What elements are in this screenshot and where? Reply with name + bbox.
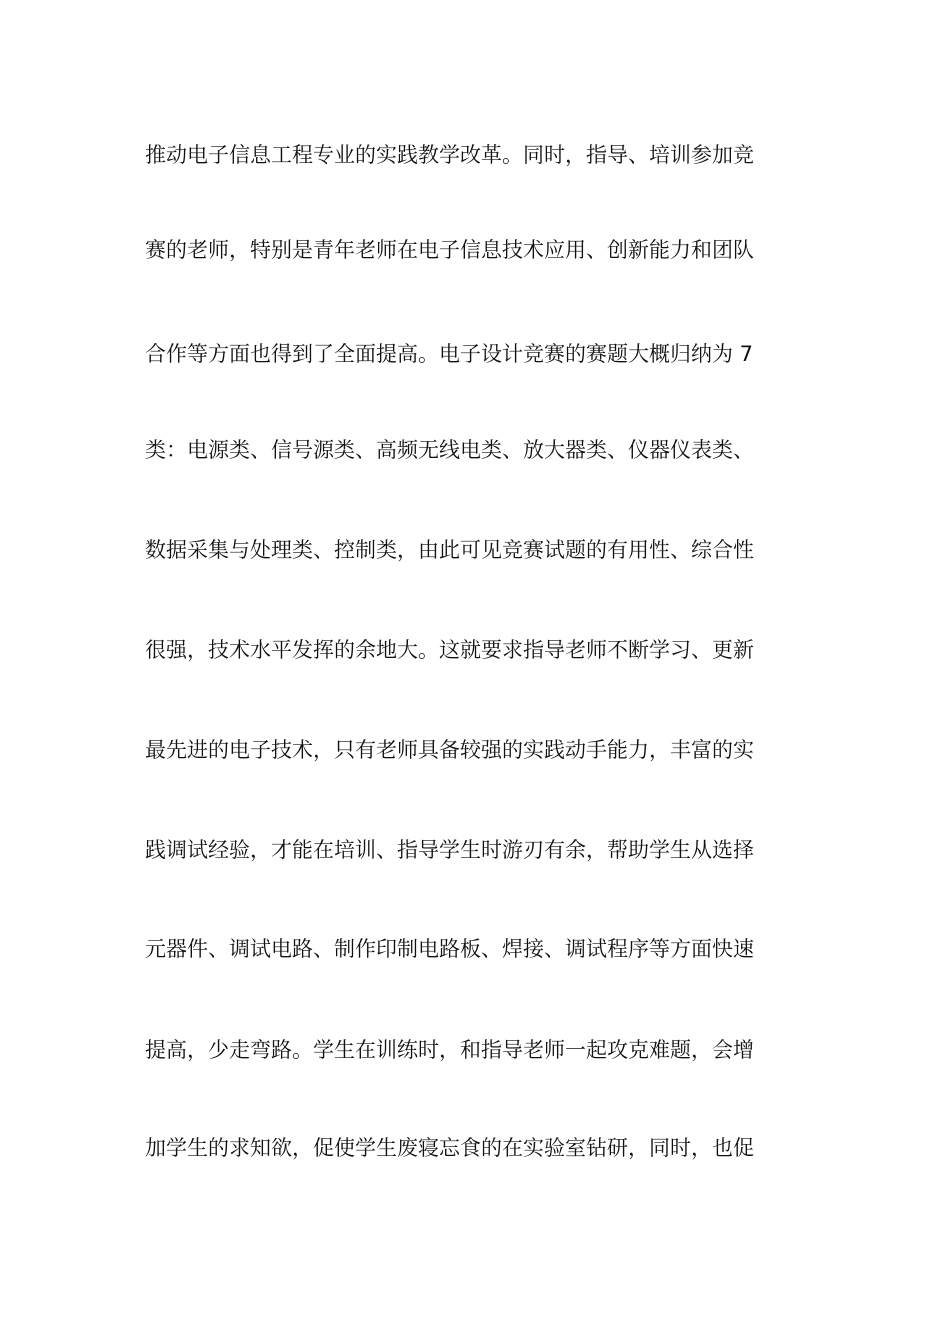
paragraph-line: 数据采集与处理类、控制类，由此可见竞赛试题的有用性、综合性	[145, 538, 754, 562]
paragraph-line: 加学生的求知欲，促使学生废寝忘食的在实验室钻研，同时，也促	[145, 1136, 754, 1160]
paragraph-line: 元器件、调试电路、制作印制电路板、焊接、调试程序等方面快速	[145, 937, 754, 961]
paragraph-line: 类：电源类、信号源类、高频无线电类、放大器类、仪器仪表类、	[145, 438, 754, 462]
paragraph-line: 合作等方面也得到了全面提高。电子设计竞赛的赛题大概归纳为 7	[145, 342, 754, 366]
paragraph-line: 践调试经验，才能在培训、指导学生时游刃有余，帮助学生从选择	[145, 838, 754, 862]
paragraph-line: 最先进的电子技术，只有老师具备较强的实践动手能力，丰富的实	[145, 738, 754, 762]
paragraph-line: 赛的老师，特别是青年老师在电子信息技术应用、创新能力和团队	[145, 238, 754, 262]
paragraph-line: 很强，技术水平发挥的余地大。这就要求指导老师不断学习、更新	[145, 638, 754, 662]
paragraph-line: 推动电子信息工程专业的实践教学改革。同时，指导、培训参加竞	[145, 143, 754, 167]
paragraph-line: 提高，少走弯路。学生在训练时，和指导老师一起攻克难题，会增	[145, 1038, 754, 1062]
